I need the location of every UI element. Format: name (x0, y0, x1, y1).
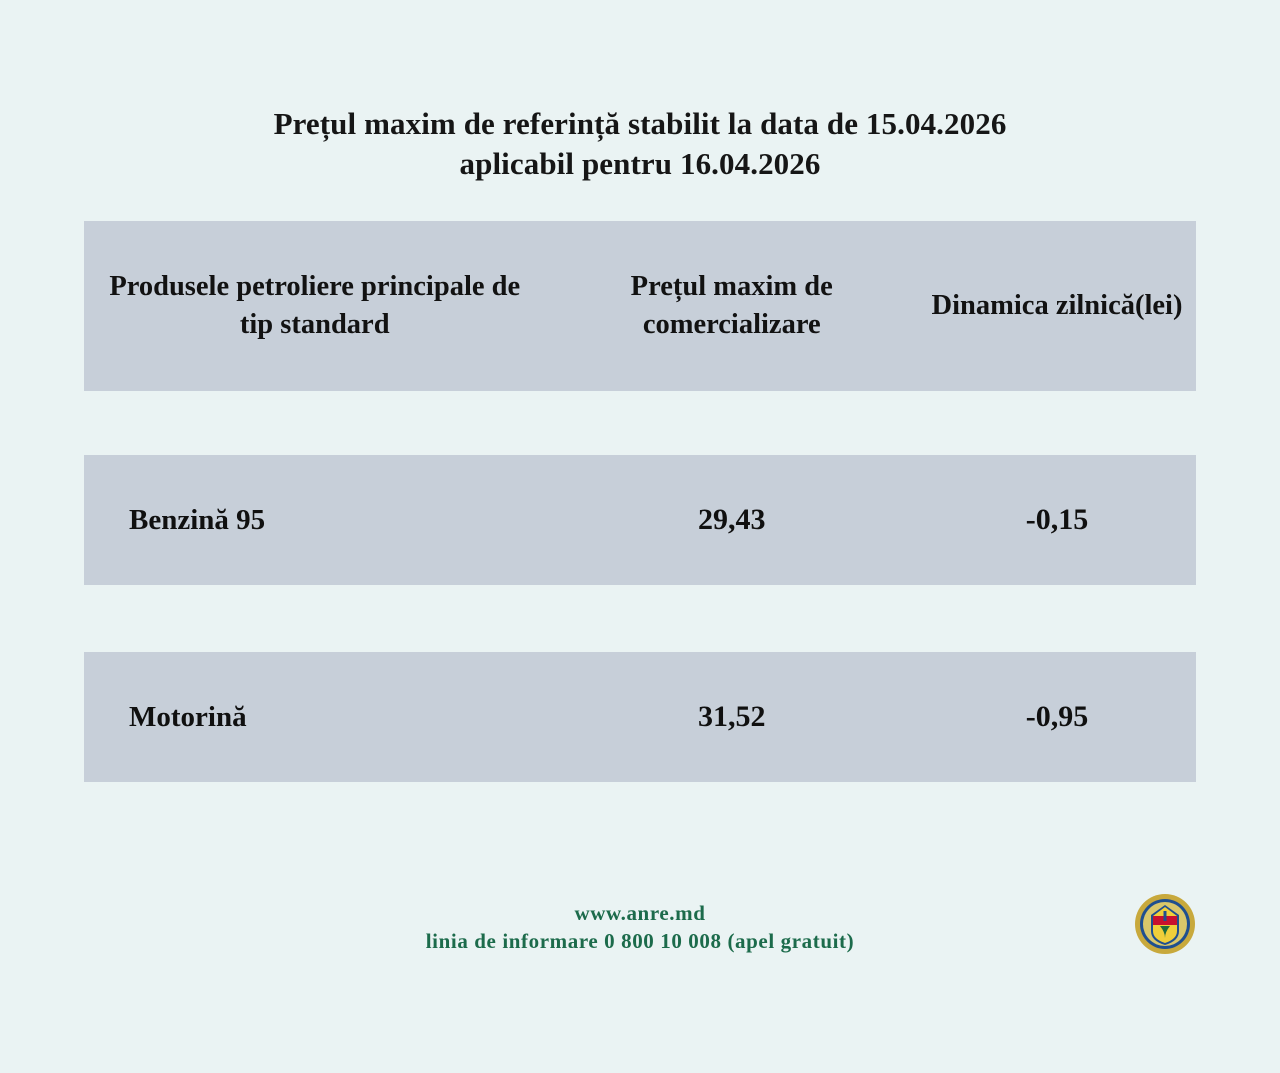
column-header-product: Produsele petroliere principale de tip standard (109, 271, 521, 341)
page-title (0, 0, 1280, 183)
anre-logo-icon (1134, 893, 1196, 955)
footer-infoline: linia de informare 0 800 10 008 (apel gratuit) (425, 928, 855, 953)
footer (0, 900, 1280, 955)
price-table (84, 221, 1196, 782)
title-line-2: aplicabil pentru 16.04.2026 (459, 145, 821, 181)
title-line-1: Prețul maxim de referință stabilit la data de 15.04.2026 (273, 106, 1007, 141)
cell-price: 29,43 (697, 503, 766, 537)
table-row (84, 455, 1196, 585)
table-row (84, 652, 1196, 782)
cell-price: 31,52 (697, 700, 766, 734)
cell-dynamics: -0,95 (1025, 700, 1089, 734)
cell-product: Motorină (129, 700, 247, 733)
cell-product: Benzină 95 (129, 503, 266, 536)
table-header-row (84, 221, 1196, 391)
footer-website[interactable]: www.anre.md (574, 901, 706, 925)
cell-dynamics: -0,15 (1025, 503, 1089, 537)
column-header-dynamics: Dinamica zilnică(lei) (931, 290, 1183, 322)
column-header-price: Prețul maxim de comercializare (630, 271, 833, 341)
